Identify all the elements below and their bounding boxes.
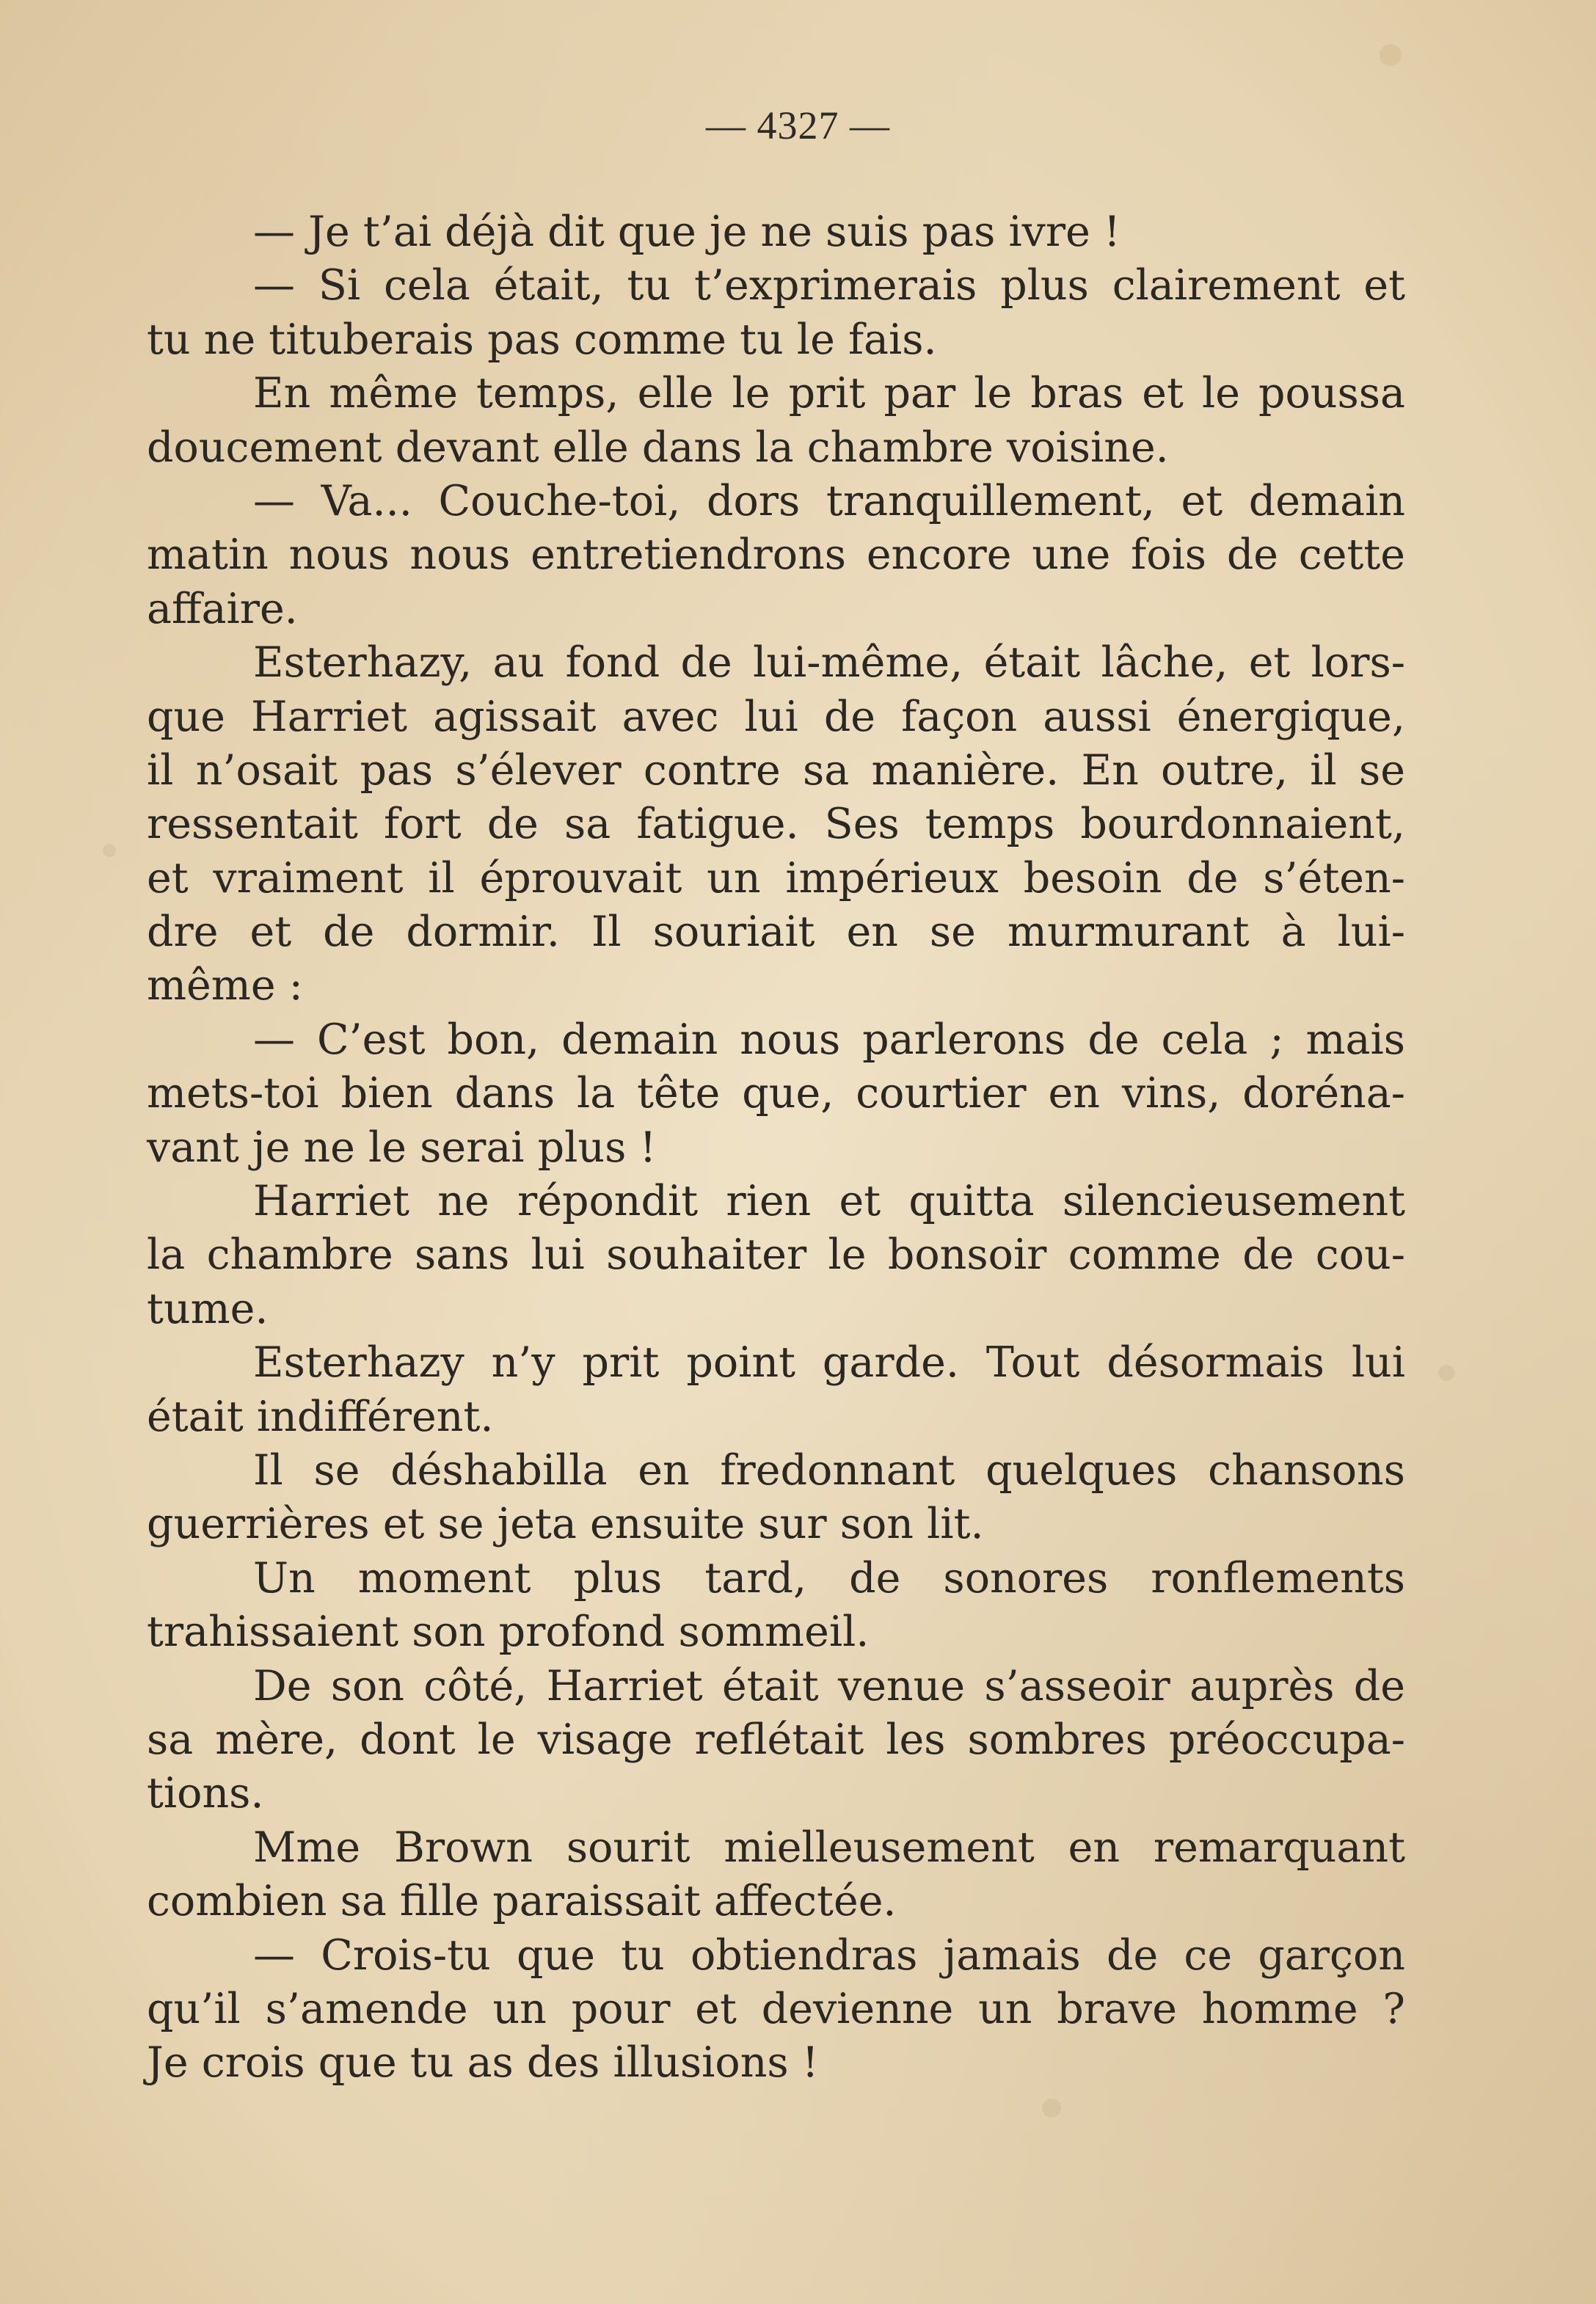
text-line: ressentait fort de sa fatigue. Ses temps bourdonnaient, [147, 800, 1405, 849]
text-line: Esterhazy n’y prit point garde. Tout désormais lui [253, 1338, 1405, 1388]
paper-stain [1438, 1365, 1454, 1381]
text-line: doucement devant elle dans la chambre voisine. [147, 423, 1169, 472]
text-line: tions. [147, 1769, 264, 1818]
text-line: De son côté, Harriet était venue s’asseoir auprès de [253, 1661, 1405, 1710]
text-line: — Je t’ai déjà dit que je ne suis pas ivre ! [253, 208, 1121, 256]
text-line: guerrières et se jeta ensuite sur son lit. [147, 1500, 984, 1549]
text-line: affaire. [147, 584, 298, 633]
text-line: mets-toi bien dans la tête que, courtier en vins, doréna- [147, 1069, 1405, 1118]
text-line: Esterhazy, au fond de lui-même, était lâche, et lors- [253, 638, 1405, 688]
text-line: Un moment plus tard, de sonores ronflements [253, 1553, 1405, 1603]
text-line: vant je ne le serai plus ! [147, 1123, 657, 1172]
paper-stain [1042, 2099, 1061, 2118]
text-line: En même temps, elle le prit par le bras et le poussa [253, 369, 1405, 418]
body-text [147, 205, 1405, 2090]
text-line: Je crois que tu as des illusions ! [147, 2038, 819, 2088]
page-number: — 4327 — [706, 103, 890, 147]
text-line: combien sa fille paraissait affectée. [147, 1877, 897, 1926]
text-line: — Si cela était, tu t’exprimerais plus clairement et [253, 261, 1405, 310]
text-line: il n’osait pas s’élever contre sa manière. En outre, il se [147, 745, 1405, 795]
paper-stain [103, 844, 116, 857]
text-line: était indifférent. [147, 1392, 494, 1441]
text-line: que Harriet agissait avec lui de façon aussi énergique, [147, 692, 1405, 741]
text-line: même : [147, 961, 303, 1010]
text-line: la chambre sans lui souhaiter le bonsoir comme de cou- [147, 1231, 1405, 1280]
text-line: qu’il s’amende un pour et devienne un brave homme ? [147, 1984, 1405, 2033]
text-line: dre et de dormir. Il souriait en se murmurant à lui- [147, 908, 1405, 957]
text-line: — C’est bon, demain nous parlerons de cela ; mais [253, 1015, 1405, 1064]
text-line: — Va... Couche-toi, dors tranquillement, et demain [253, 476, 1405, 525]
paper-stain [1380, 44, 1402, 66]
text-line: sa mère, dont le visage reflétait les sombres préoccupa- [147, 1715, 1405, 1764]
text-line: Harriet ne répondit rien et quitta silencieusement [253, 1177, 1405, 1226]
text-line: — Crois-tu que tu obtiendras jamais de ce garçon [253, 1931, 1405, 1980]
text-line: matin nous nous entretiendrons encore une fois de cette [147, 531, 1405, 580]
text-line: et vraiment il éprouvait un impérieux besoin de s’éten- [147, 853, 1405, 903]
text-line: Mme Brown sourit mielleusement en remarquant [253, 1823, 1405, 1872]
text-line: tume. [147, 1284, 269, 1333]
text-line: tu ne tituberais pas comme tu le fais. [147, 315, 937, 364]
text-line: trahissaient son profond sommeil. [147, 1608, 870, 1657]
text-line: Il se déshabilla en fredonnant quelques chansons [253, 1446, 1405, 1495]
